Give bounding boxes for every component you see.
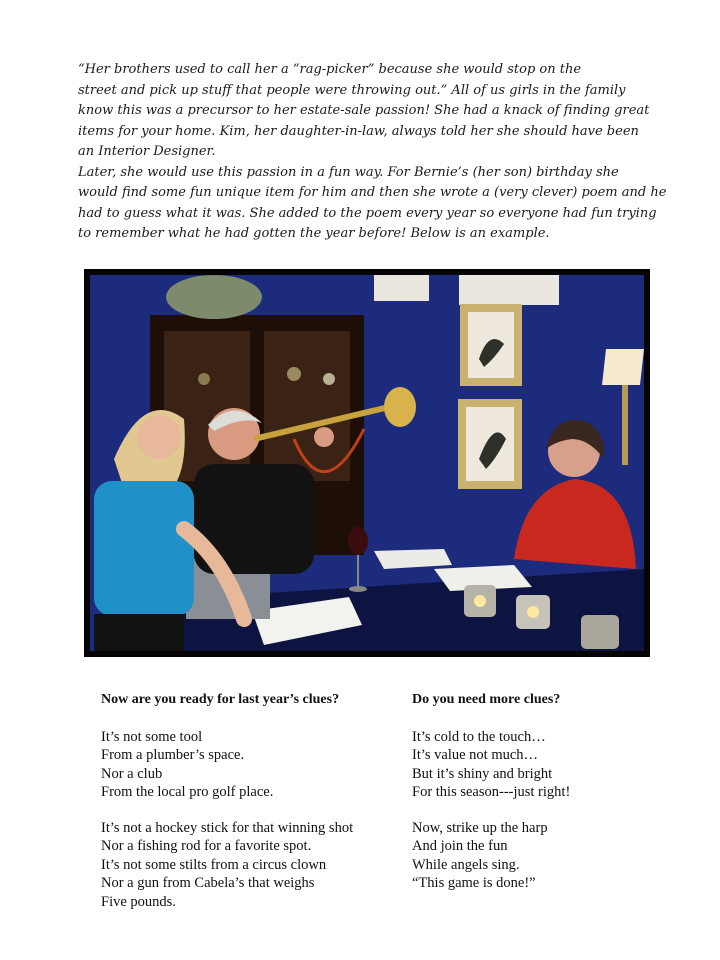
intro-line: an Interior Designer. xyxy=(78,144,216,159)
intro-text xyxy=(78,60,678,245)
intro-line: items for your home. Kim, her daughter-in-law, always told her she should have been xyxy=(78,123,639,139)
poem-stanza xyxy=(101,819,391,912)
intro-line: to remember what he had gotten the year before! Below is an example. xyxy=(78,226,550,241)
poem-line: While angels sing. xyxy=(412,856,520,873)
intro-line: Later, she would use this passion in a fun way. For Bernie’s (her son) birthday she xyxy=(78,164,619,180)
poem-stanza xyxy=(101,728,391,802)
intro-line: would find some fun unique item for him and then she wrote a (very clever) poem and he xyxy=(78,185,667,200)
horn-bell xyxy=(384,387,416,427)
cabinet-glass xyxy=(264,331,350,481)
poem-right xyxy=(412,691,652,910)
poem-line: It’s cold to the touch… xyxy=(412,728,546,745)
poem-line: It’s not a hockey stick for that winning shot xyxy=(101,819,354,836)
photo-illustration xyxy=(84,269,650,657)
poem-line: It’s not some stilts from a circus clown xyxy=(101,856,327,873)
poem-line: From a plumber’s space. xyxy=(101,747,245,763)
poem-line: Now, strike up the harp xyxy=(412,819,548,836)
intro-line: street and pick up stuff that people were throwing out.” All of us girls in the family xyxy=(78,82,626,98)
poem-line: Five pounds. xyxy=(101,893,176,910)
intro-line: know this was a precursor to her estate-sale passion! She had a knack of finding great xyxy=(78,103,650,118)
poem-line: But it’s shiny and bright xyxy=(412,765,553,782)
poem-line: And join the fun xyxy=(412,838,508,854)
poem-line: “This game is done!” xyxy=(412,875,536,891)
window-blind xyxy=(459,275,559,305)
lamp-shade xyxy=(602,349,644,385)
lamp-stand xyxy=(622,385,628,465)
poem-line: For this season---just right! xyxy=(412,784,571,800)
family-photo xyxy=(84,269,650,657)
intro-line: had to guess what it was. She added to the poem every year so everyone had fun trying xyxy=(78,205,657,221)
poem-heading: Now are you ready for last year’s clues? xyxy=(101,692,340,707)
poem-left xyxy=(101,691,391,928)
poem-line: It’s not some tool xyxy=(101,728,203,745)
wine-glass xyxy=(348,527,368,555)
intro-line: “Her brothers used to call her a “rag-picker” because she would stop on the xyxy=(78,62,582,77)
poem-line: It’s value not much… xyxy=(412,747,539,763)
poem-stanza xyxy=(412,819,652,893)
poem-line: Nor a club xyxy=(101,765,163,782)
poem-stanza xyxy=(412,728,652,802)
window-blind xyxy=(374,275,429,301)
girl-shirt xyxy=(94,481,194,616)
poem-line: From the local pro golf place. xyxy=(101,784,274,800)
poem-line: Nor a fishing rod for a favorite spot. xyxy=(101,838,312,854)
candle-holder xyxy=(581,615,619,649)
plant-decoration xyxy=(166,275,262,319)
poem-heading: Do you need more clues? xyxy=(412,692,561,707)
poem-line: Nor a gun from Cabela’s that weighs xyxy=(101,875,315,891)
